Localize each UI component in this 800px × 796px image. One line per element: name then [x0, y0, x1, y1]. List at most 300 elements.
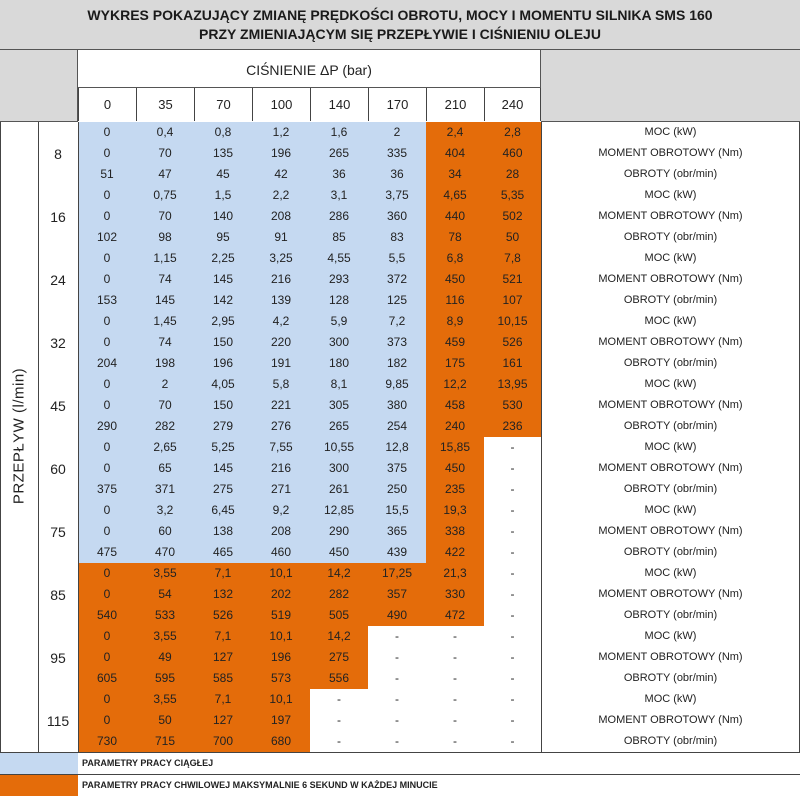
table-title: [0, 0, 800, 50]
value-cell: 290: [310, 521, 368, 542]
value-cell: 3,55: [136, 689, 194, 710]
value-cell: 585: [194, 668, 252, 689]
value-cell: 235: [426, 479, 484, 500]
corner-header: [0, 50, 78, 122]
label-column-header: [541, 50, 800, 122]
value-cell: 440: [426, 206, 484, 227]
value-cell: 127: [194, 647, 252, 668]
value-cell: 458: [426, 395, 484, 416]
value-cell: 680: [252, 731, 310, 752]
value-cell: 475: [78, 542, 136, 563]
row-label: MOMENT OBROTOWY (Nm): [541, 206, 800, 227]
value-cell: -: [484, 437, 541, 458]
value-cell: -: [484, 668, 541, 689]
value-cell: -: [484, 458, 541, 479]
row-label: MOC (kW): [541, 563, 800, 584]
value-cell: 5,5: [368, 248, 426, 269]
value-cell: 197: [252, 710, 310, 731]
row-label: MOMENT OBROTOWY (Nm): [541, 584, 800, 605]
row-label: MOMENT OBROTOWY (Nm): [541, 395, 800, 416]
flow-value-60: 60: [38, 437, 78, 500]
value-cell: 0: [78, 437, 136, 458]
row-label: MOC (kW): [541, 122, 800, 143]
value-cell: 12,85: [310, 500, 368, 521]
value-cell: 365: [368, 521, 426, 542]
value-cell: 271: [252, 479, 310, 500]
value-cell: 8,1: [310, 374, 368, 395]
row-label: MOC (kW): [541, 500, 800, 521]
value-cell: 12,8: [368, 437, 426, 458]
value-cell: 49: [136, 647, 194, 668]
value-cell: 7,2: [368, 311, 426, 332]
value-cell: -: [484, 710, 541, 731]
value-cell: 145: [194, 458, 252, 479]
value-cell: 140: [194, 206, 252, 227]
value-cell: 276: [252, 416, 310, 437]
value-cell: 10,1: [252, 689, 310, 710]
value-cell: 3,55: [136, 626, 194, 647]
value-cell: 180: [310, 353, 368, 374]
value-cell: 700: [194, 731, 252, 752]
row-label: OBROTY (obr/min): [541, 164, 800, 185]
value-cell: 10,1: [252, 563, 310, 584]
value-cell: 338: [426, 521, 484, 542]
value-cell: -: [484, 542, 541, 563]
row-label: OBROTY (obr/min): [541, 290, 800, 311]
value-cell: 279: [194, 416, 252, 437]
value-cell: -: [484, 605, 541, 626]
value-cell: 14,2: [310, 563, 368, 584]
title-line-1: WYKRES POKAZUJĄCY ZMIANĘ PRĘDKOŚCI OBROTU, MOCY I MOMENTU SILNIKA SMS 160: [87, 7, 713, 23]
row-label: OBROTY (obr/min): [541, 416, 800, 437]
value-cell: -: [484, 626, 541, 647]
value-cell: 196: [252, 143, 310, 164]
value-cell: 85: [310, 227, 368, 248]
value-cell: 153: [78, 290, 136, 311]
value-cell: 300: [310, 332, 368, 353]
value-cell: 0: [78, 626, 136, 647]
value-cell: 290: [78, 416, 136, 437]
value-cell: 150: [194, 332, 252, 353]
value-cell: -: [484, 689, 541, 710]
value-cell: 0: [78, 269, 136, 290]
value-cell: 460: [484, 143, 541, 164]
value-cell: 275: [310, 647, 368, 668]
value-cell: 250: [368, 479, 426, 500]
value-cell: 375: [78, 479, 136, 500]
value-cell: 265: [310, 143, 368, 164]
flow-value-75: 75: [38, 500, 78, 563]
value-cell: 470: [136, 542, 194, 563]
value-cell: -: [484, 500, 541, 521]
value-cell: 265: [310, 416, 368, 437]
value-cell: 540: [78, 605, 136, 626]
value-cell: 1,15: [136, 248, 194, 269]
value-cell: 0: [78, 710, 136, 731]
value-cell: 573: [252, 668, 310, 689]
value-cell: 1,45: [136, 311, 194, 332]
value-cell: 7,1: [194, 689, 252, 710]
value-cell: 371: [136, 479, 194, 500]
value-cell: 216: [252, 458, 310, 479]
row-label: MOC (kW): [541, 374, 800, 395]
row-label: OBROTY (obr/min): [541, 668, 800, 689]
value-cell: -: [368, 626, 426, 647]
value-cell: 450: [310, 542, 368, 563]
pressure-col-140: 140: [310, 88, 368, 121]
value-cell: 0: [78, 647, 136, 668]
row-label: OBROTY (obr/min): [541, 227, 800, 248]
value-cell: 2: [368, 122, 426, 143]
value-cell: 138: [194, 521, 252, 542]
pressure-col-70: 70: [194, 88, 252, 121]
pressure-col-170: 170: [368, 88, 426, 121]
value-cell: 0: [78, 332, 136, 353]
value-cell: 19,3: [426, 500, 484, 521]
value-cell: -: [368, 689, 426, 710]
pressure-col-0: 0: [78, 88, 136, 121]
value-cell: 282: [310, 584, 368, 605]
value-cell: 372: [368, 269, 426, 290]
value-cell: 12,2: [426, 374, 484, 395]
value-cell: 526: [484, 332, 541, 353]
value-cell: 34: [426, 164, 484, 185]
value-cell: 0: [78, 311, 136, 332]
value-cell: 17,25: [368, 563, 426, 584]
grid-line: [38, 122, 39, 752]
value-cell: 305: [310, 395, 368, 416]
value-cell: 125: [368, 290, 426, 311]
row-label: MOC (kW): [541, 248, 800, 269]
legend-text: PARAMETRY PRACY CIĄGŁEJ: [82, 758, 214, 768]
flow-value-16: 16: [38, 185, 78, 248]
value-cell: 5,25: [194, 437, 252, 458]
value-cell: 78: [426, 227, 484, 248]
value-cell: -: [426, 731, 484, 752]
value-cell: 0: [78, 584, 136, 605]
value-cell: 4,05: [194, 374, 252, 395]
value-cell: 0: [78, 143, 136, 164]
value-cell: 8,9: [426, 311, 484, 332]
flow-value-95: 95: [38, 626, 78, 689]
grid-line: [78, 122, 79, 752]
value-cell: 7,55: [252, 437, 310, 458]
value-cell: 13,95: [484, 374, 541, 395]
row-label: MOMENT OBROTOWY (Nm): [541, 710, 800, 731]
flow-value-32: 32: [38, 311, 78, 374]
flow-value-24: 24: [38, 248, 78, 311]
flow-axis-label: [0, 122, 38, 749]
value-cell: 240: [426, 416, 484, 437]
value-cell: 221: [252, 395, 310, 416]
row-label: OBROTY (obr/min): [541, 353, 800, 374]
value-cell: 2,65: [136, 437, 194, 458]
value-cell: 439: [368, 542, 426, 563]
value-cell: 3,75: [368, 185, 426, 206]
flow-value-45: 45: [38, 374, 78, 437]
value-cell: 4,65: [426, 185, 484, 206]
value-cell: 530: [484, 395, 541, 416]
value-cell: 3,1: [310, 185, 368, 206]
value-cell: 373: [368, 332, 426, 353]
value-cell: 0: [78, 248, 136, 269]
value-cell: 2,2: [252, 185, 310, 206]
value-cell: 502: [484, 206, 541, 227]
value-cell: 0,75: [136, 185, 194, 206]
value-cell: 47: [136, 164, 194, 185]
value-cell: 145: [136, 290, 194, 311]
value-cell: 526: [194, 605, 252, 626]
row-label: MOMENT OBROTOWY (Nm): [541, 647, 800, 668]
value-cell: 1,2: [252, 122, 310, 143]
value-cell: 490: [368, 605, 426, 626]
value-cell: -: [484, 584, 541, 605]
value-cell: 102: [78, 227, 136, 248]
value-cell: 1,6: [310, 122, 368, 143]
value-cell: 45: [194, 164, 252, 185]
value-cell: 50: [484, 227, 541, 248]
value-cell: -: [368, 710, 426, 731]
title-line-2: PRZY ZMIENIAJĄCYM SIĘ PRZEPŁYWIE I CIŚNIENIU OLEJU: [199, 26, 601, 42]
value-cell: 9,85: [368, 374, 426, 395]
value-cell: 0: [78, 563, 136, 584]
value-cell: 128: [310, 290, 368, 311]
value-cell: 0: [78, 185, 136, 206]
value-cell: 36: [310, 164, 368, 185]
value-cell: 5,35: [484, 185, 541, 206]
value-cell: 465: [194, 542, 252, 563]
flow-value-85: 85: [38, 563, 78, 626]
value-cell: 98: [136, 227, 194, 248]
value-cell: 715: [136, 731, 194, 752]
pressure-col-240: 240: [484, 88, 541, 121]
row-label: MOMENT OBROTOWY (Nm): [541, 332, 800, 353]
value-cell: 533: [136, 605, 194, 626]
pressure-header-text: CIŚNIENIE ΔP (bar): [246, 62, 372, 78]
value-cell: 135: [194, 143, 252, 164]
value-cell: 282: [136, 416, 194, 437]
value-cell: 360: [368, 206, 426, 227]
value-cell: 505: [310, 605, 368, 626]
value-cell: 95: [194, 227, 252, 248]
legend-row: [0, 752, 800, 774]
value-cell: 175: [426, 353, 484, 374]
value-cell: 65: [136, 458, 194, 479]
value-cell: 0: [78, 500, 136, 521]
value-cell: 0: [78, 374, 136, 395]
value-cell: 198: [136, 353, 194, 374]
value-cell: 335: [368, 143, 426, 164]
row-label: MOC (kW): [541, 311, 800, 332]
row-label: OBROTY (obr/min): [541, 542, 800, 563]
value-cell: 0,8: [194, 122, 252, 143]
value-cell: -: [310, 710, 368, 731]
value-cell: 21,3: [426, 563, 484, 584]
value-cell: 10,1: [252, 626, 310, 647]
row-label: MOC (kW): [541, 626, 800, 647]
value-cell: 127: [194, 710, 252, 731]
value-cell: 220: [252, 332, 310, 353]
value-cell: 70: [136, 143, 194, 164]
row-label: MOMENT OBROTOWY (Nm): [541, 458, 800, 479]
value-cell: 286: [310, 206, 368, 227]
grid-line: [0, 122, 1, 752]
value-cell: 74: [136, 332, 194, 353]
value-cell: -: [484, 521, 541, 542]
value-cell: 208: [252, 206, 310, 227]
value-cell: 216: [252, 269, 310, 290]
value-cell: 132: [194, 584, 252, 605]
value-cell: -: [426, 710, 484, 731]
value-cell: -: [426, 668, 484, 689]
value-cell: 145: [194, 269, 252, 290]
value-cell: -: [426, 647, 484, 668]
value-cell: 150: [194, 395, 252, 416]
value-cell: -: [368, 668, 426, 689]
value-cell: -: [368, 647, 426, 668]
value-cell: 3,2: [136, 500, 194, 521]
value-cell: 28: [484, 164, 541, 185]
value-cell: 182: [368, 353, 426, 374]
value-cell: 54: [136, 584, 194, 605]
value-cell: 91: [252, 227, 310, 248]
value-cell: 42: [252, 164, 310, 185]
value-cell: 2,4: [426, 122, 484, 143]
value-cell: 460: [252, 542, 310, 563]
value-cell: 730: [78, 731, 136, 752]
value-cell: 5,8: [252, 374, 310, 395]
value-cell: 10,55: [310, 437, 368, 458]
value-cell: 6,8: [426, 248, 484, 269]
value-cell: 15,5: [368, 500, 426, 521]
value-cell: 0: [78, 689, 136, 710]
value-cell: 3,25: [252, 248, 310, 269]
value-cell: 450: [426, 458, 484, 479]
value-cell: 74: [136, 269, 194, 290]
value-cell: 459: [426, 332, 484, 353]
value-cell: 472: [426, 605, 484, 626]
row-label: MOMENT OBROTOWY (Nm): [541, 143, 800, 164]
value-cell: 14,2: [310, 626, 368, 647]
value-cell: 2,95: [194, 311, 252, 332]
value-cell: 6,45: [194, 500, 252, 521]
flow-value-115: 115: [38, 689, 78, 752]
pressure-col-35: 35: [136, 88, 194, 121]
value-cell: 36: [368, 164, 426, 185]
value-cell: 0: [78, 521, 136, 542]
value-cell: 404: [426, 143, 484, 164]
value-cell: 9,2: [252, 500, 310, 521]
row-label: MOMENT OBROTOWY (Nm): [541, 269, 800, 290]
value-cell: 0: [78, 458, 136, 479]
value-cell: -: [484, 563, 541, 584]
value-cell: 15,85: [426, 437, 484, 458]
value-cell: -: [484, 647, 541, 668]
value-cell: 196: [252, 647, 310, 668]
value-cell: 422: [426, 542, 484, 563]
row-label: OBROTY (obr/min): [541, 731, 800, 752]
value-cell: 521: [484, 269, 541, 290]
row-label: MOC (kW): [541, 437, 800, 458]
value-cell: -: [368, 731, 426, 752]
legend-swatch: [0, 753, 78, 774]
value-cell: 142: [194, 290, 252, 311]
value-cell: 0,4: [136, 122, 194, 143]
value-cell: 4,55: [310, 248, 368, 269]
grid-line: [541, 122, 542, 752]
value-cell: 161: [484, 353, 541, 374]
value-cell: 375: [368, 458, 426, 479]
row-label: MOC (kW): [541, 185, 800, 206]
value-cell: 293: [310, 269, 368, 290]
value-cell: 60: [136, 521, 194, 542]
value-cell: 1,5: [194, 185, 252, 206]
value-cell: 70: [136, 206, 194, 227]
value-cell: 0: [78, 395, 136, 416]
value-cell: 7,1: [194, 563, 252, 584]
value-cell: -: [484, 479, 541, 500]
value-cell: 556: [310, 668, 368, 689]
value-cell: 0: [78, 122, 136, 143]
flow-axis-text: PRZEPŁYW (l/min): [10, 367, 28, 504]
value-cell: 2,8: [484, 122, 541, 143]
value-cell: 300: [310, 458, 368, 479]
value-cell: 208: [252, 521, 310, 542]
value-cell: -: [310, 731, 368, 752]
row-label: OBROTY (obr/min): [541, 605, 800, 626]
row-label: MOC (kW): [541, 689, 800, 710]
value-cell: 254: [368, 416, 426, 437]
value-cell: 261: [310, 479, 368, 500]
value-cell: 202: [252, 584, 310, 605]
value-cell: 450: [426, 269, 484, 290]
value-cell: 380: [368, 395, 426, 416]
value-cell: 357: [368, 584, 426, 605]
value-cell: 70: [136, 395, 194, 416]
value-cell: 605: [78, 668, 136, 689]
value-cell: 0: [78, 206, 136, 227]
value-cell: 275: [194, 479, 252, 500]
value-cell: 204: [78, 353, 136, 374]
pressure-col-210: 210: [426, 88, 484, 121]
value-cell: 10,15: [484, 311, 541, 332]
value-cell: 116: [426, 290, 484, 311]
value-cell: 3,55: [136, 563, 194, 584]
pressure-col-100: 100: [252, 88, 310, 121]
value-cell: 139: [252, 290, 310, 311]
value-cell: 2: [136, 374, 194, 395]
value-cell: -: [426, 626, 484, 647]
value-cell: 519: [252, 605, 310, 626]
row-label: MOMENT OBROTOWY (Nm): [541, 521, 800, 542]
flow-value-8: 8: [38, 122, 78, 185]
value-cell: -: [310, 689, 368, 710]
value-cell: 595: [136, 668, 194, 689]
value-cell: 51: [78, 164, 136, 185]
row-label: OBROTY (obr/min): [541, 479, 800, 500]
legend-text: PARAMETRY PRACY CHWILOWEJ MAKSYMALNIE 6 SEKUND W KAŻDEJ MINUCIE: [82, 780, 438, 790]
value-cell: 191: [252, 353, 310, 374]
value-cell: 5,9: [310, 311, 368, 332]
value-cell: 83: [368, 227, 426, 248]
value-cell: 196: [194, 353, 252, 374]
value-cell: -: [484, 731, 541, 752]
value-cell: 236: [484, 416, 541, 437]
value-cell: -: [426, 689, 484, 710]
value-cell: 330: [426, 584, 484, 605]
value-cell: 2,25: [194, 248, 252, 269]
value-cell: 4,2: [252, 311, 310, 332]
